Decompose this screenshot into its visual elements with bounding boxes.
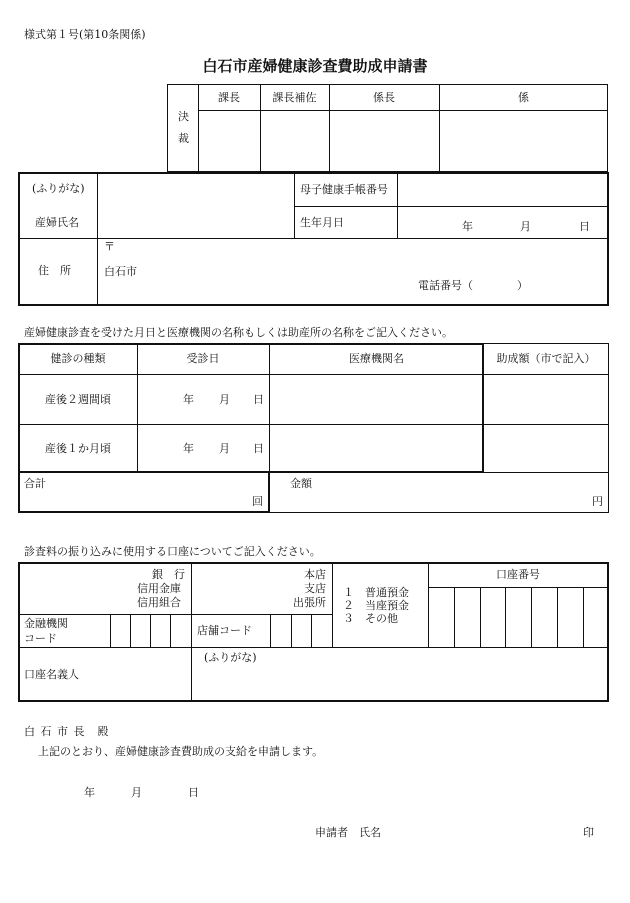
approval-header-section-chief: 課長	[218, 91, 240, 104]
seal-mark: 印	[583, 826, 594, 839]
branch-type-main: 本店	[304, 568, 326, 581]
date-month: 月	[131, 786, 142, 799]
row-type: 産後１か月頃	[45, 442, 111, 455]
row-month: 月	[219, 393, 230, 406]
row-year: 年	[183, 442, 194, 455]
account-type-other: ３ その他	[343, 612, 398, 625]
name-label: 産婦氏名	[35, 216, 79, 229]
date-day: 日	[188, 786, 199, 799]
times-unit: 回	[252, 495, 263, 508]
birth-day: 日	[579, 220, 590, 233]
birth-year: 年	[462, 220, 473, 233]
header-subsidy-amount: 助成額（市で記入）	[496, 352, 596, 365]
address-label: 住 所	[38, 264, 71, 277]
header-checkup-type: 健診の種類	[50, 352, 106, 365]
approval-label-1: 決	[178, 110, 189, 123]
city-label: 白石市	[104, 265, 137, 278]
row-type: 産後２週間頃	[45, 393, 111, 406]
form-title: 白石市産婦健康診査費助成申請書	[202, 57, 428, 75]
birth-label: 生年月日	[300, 216, 344, 229]
handbook-label: 母子健康手帳番号	[300, 183, 388, 196]
birth-month: 月	[520, 220, 531, 233]
applicant-name-label: 申請者 氏名	[315, 826, 381, 839]
institution-code-label-2: コード	[24, 632, 57, 645]
approval-header-staff: 係	[518, 91, 529, 104]
account-holder-label: 口座名義人	[24, 668, 79, 681]
bank-type-bank: 銀 行	[152, 568, 185, 581]
header-medical-institution: 医療機関名	[349, 352, 404, 365]
branch-type-branch: 支店	[304, 582, 326, 595]
form-number: 様式第１号(第10条関係)	[24, 28, 146, 41]
institution-code-label-1: 金融機関	[24, 617, 68, 630]
row-day: 日	[253, 393, 264, 406]
approval-header-subsection-chief: 係長	[373, 91, 395, 104]
branch-type-sub: 出張所	[293, 596, 326, 609]
addressee: 白 石 市 長 殿	[24, 725, 110, 738]
row-year: 年	[183, 393, 194, 406]
account-type-ordinary: １ 普通預金	[343, 586, 409, 599]
row-month: 月	[219, 442, 230, 455]
approval-header-deputy-chief: 課長補佐	[272, 91, 317, 104]
phone-label: 電話番号（ ）	[418, 279, 528, 292]
checkup-instruction: 産婦健康診査を受けた月日と医療機関の名称もしくは助産所の名称をご記入ください。	[24, 326, 453, 339]
bank-type-shinkin: 信用金庫	[137, 582, 181, 595]
furigana-label: (ふりがな)	[32, 182, 85, 195]
header-visit-date: 受診日	[186, 352, 220, 365]
total-label: 合計	[24, 477, 46, 490]
account-number-label: 口座番号	[496, 568, 540, 581]
holder-furigana-label: (ふりがな)	[204, 651, 257, 664]
branch-code-label: 店舗コード	[197, 624, 252, 637]
yen-unit: 円	[592, 495, 603, 508]
date-year: 年	[84, 786, 95, 799]
row-day: 日	[253, 442, 264, 455]
approval-label-2: 裁	[178, 132, 189, 145]
application-statement: 上記のとおり、産婦健康診査費助成の支給を申請します。	[38, 745, 324, 758]
bank-type-kumiai: 信用組合	[137, 596, 181, 609]
bank-instruction: 診査料の振り込みに使用する口座についてご記入ください。	[24, 545, 321, 558]
account-type-current: ２ 当座預金	[343, 599, 409, 612]
amount-label: 金額	[290, 477, 312, 490]
postal-mark: 〒	[104, 240, 115, 253]
